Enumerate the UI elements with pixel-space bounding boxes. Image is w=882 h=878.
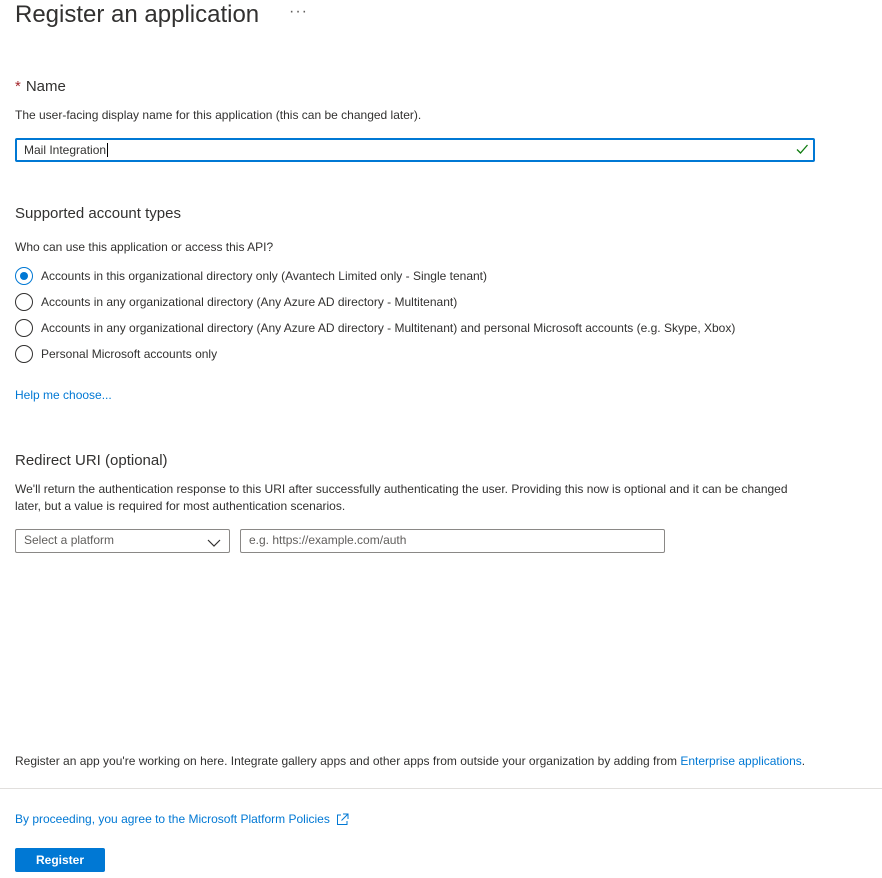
more-options-icon[interactable]: ··· [289,3,308,20]
platform-select-placeholder: Select a platform [24,533,115,547]
name-description: The user-facing display name for this application (this can be changed later). [15,108,422,122]
footer-note-suffix: . [801,754,806,768]
account-type-option-multitenant[interactable] [15,292,457,312]
radio-label: Accounts in any organizational directory (Any Azure AD directory - Multitenant) [41,295,458,309]
divider [0,788,882,789]
redirect-uri-label: Redirect URI (optional) [15,452,168,469]
radio-label: Personal Microsoft accounts only [41,347,218,361]
account-type-option-multitenant-personal[interactable] [15,318,735,338]
account-types-question: Who can use this application or access this API? [15,240,274,254]
footer-note-text: Register an app you're working on here. Integrate gallery apps and other apps from outside your organization by adding from [15,754,681,768]
redirect-uri-input[interactable] [240,529,665,553]
name-section-label [15,77,66,97]
redirect-uri-placeholder: e.g. https://example.com/auth [249,533,407,547]
account-type-option-personal[interactable] [15,344,217,364]
help-me-choose-link[interactable]: Help me choose... [15,388,112,402]
chevron-down-icon [207,535,221,555]
name-input[interactable] [15,138,815,162]
name-label: Name [25,78,66,95]
enterprise-applications-link[interactable]: Enterprise applications [680,754,802,768]
radio-button[interactable] [15,345,33,363]
platform-select[interactable] [15,529,230,553]
account-type-option-single-tenant[interactable] [15,266,487,286]
redirect-uri-description: We'll return the authentication response to this URI after successfully authenticating the user. Providing this now is optional and it can be changed later, but a value is required for most authentication scenarios. [15,482,788,513]
radio-label: Accounts in this organizational directory only (Avantech Limited only - Single tenant) [41,269,488,283]
checkmark-icon [795,142,809,162]
radio-button[interactable] [15,319,33,337]
radio-button-selected[interactable] [15,267,33,285]
register-button[interactable]: Register [15,848,105,872]
page-title: Register an application [15,1,260,28]
name-input-value: Mail Integration [24,143,107,157]
footer-note [15,753,805,770]
platform-policies-link[interactable] [15,811,349,828]
required-marker: * [15,78,21,95]
radio-label: Accounts in any organizational directory (Any Azure AD directory - Multitenant) and personal Microsoft accounts (e.g. Skype, Xbox) [41,321,736,335]
account-types-label: Supported account types [15,205,181,222]
radio-button[interactable] [15,293,33,311]
platform-policies-text: By proceeding, you agree to the Microsoft Platform Policies [15,812,330,826]
external-link-icon [336,813,349,826]
